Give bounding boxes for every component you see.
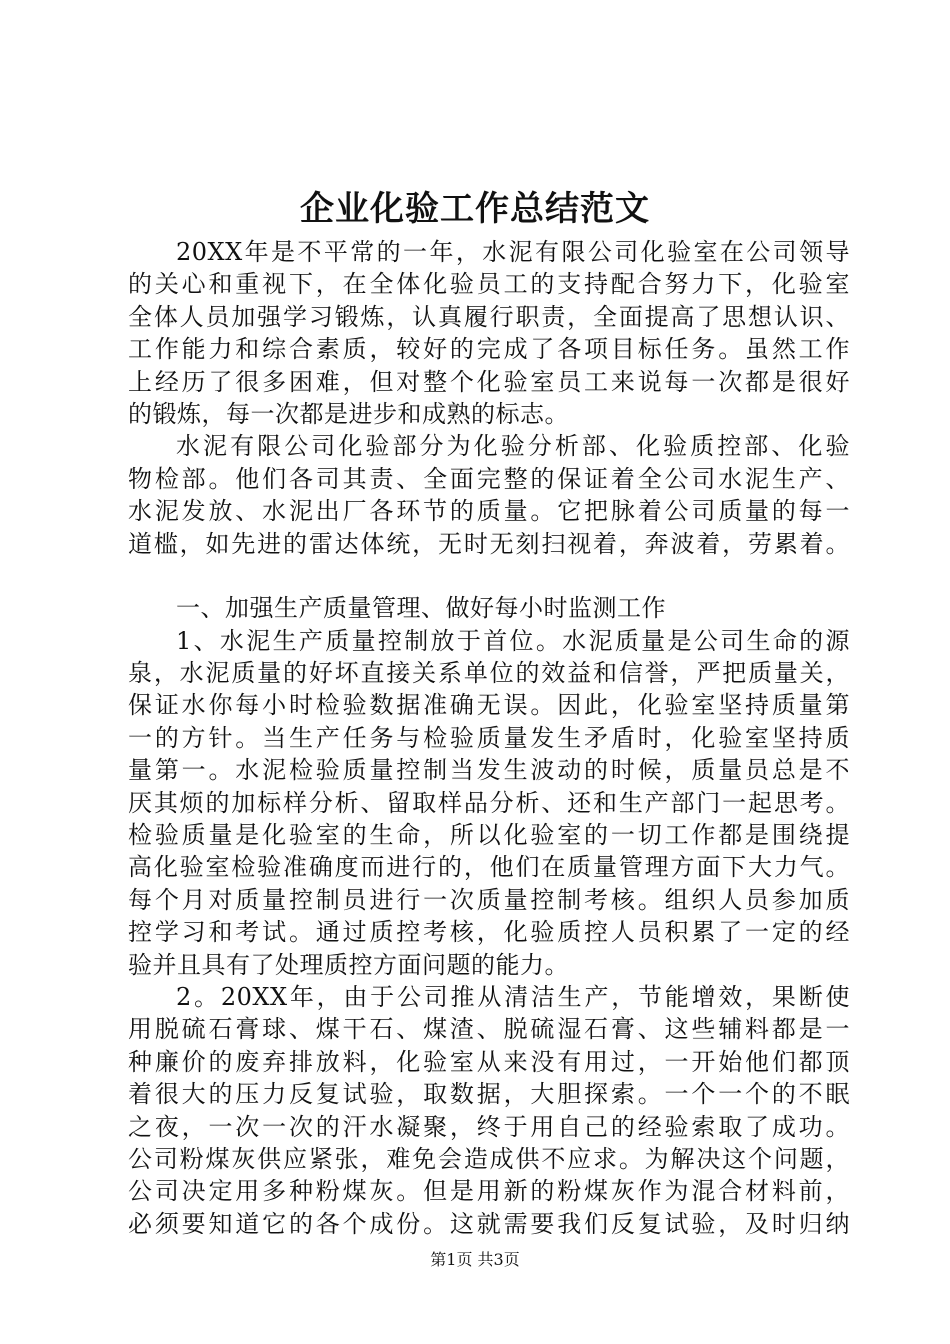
body-text-line: 的锻炼，每一次都是进步和成熟的标志。 (128, 399, 569, 428)
body-text-line: 控学习和考试。通过质控考核，化验质控人员积累了一定的经 (128, 918, 850, 947)
blank-line (128, 560, 850, 592)
body-text-line: 验并且具有了处理质控方面问题的能力。 (128, 950, 569, 979)
body-text-line: 公司粉煤灰供应紧张，难免会造成供不应求。为解决这个问题， (128, 1144, 850, 1173)
body-text-line: 公司决定用多种粉煤灰。但是用新的粉煤灰作为混合材料前， (128, 1177, 850, 1206)
body-text-line: 之夜，一次一次的汗水凝聚，终于用自己的经验索取了成功。 (128, 1112, 850, 1141)
body-text-line: 20XX年是不平常的一年，水泥有限公司化验室在公司领导 (176, 238, 850, 266)
page-footer: 第1页 共3页 (430, 1250, 520, 1269)
body-text-line: 工作能力和综合素质，较好的完成了各项目标任务。虽然工作 (128, 335, 850, 364)
body-text-line: 用脱硫石膏球、煤干石、煤渣、脱硫湿石膏、这些辅料都是一 (128, 1015, 850, 1044)
body-text-line: 必须要知道它的各个成份。这就需要我们反复试验，及时归纳 (128, 1209, 850, 1238)
body-text-line: 水泥有限公司化验部分为化验分析部、化验质控部、化验 (176, 432, 850, 461)
body-text-line: 的关心和重视下，在全体化验员工的支持配合努力下，化验室 (128, 270, 850, 299)
body-text-line: 保证水你每小时检验数据准确无误。因此，化验室坚持质量第 (128, 691, 850, 720)
body-text-line: 量第一。水泥检验质量控制当发生波动的时候，质量员总是不 (128, 756, 850, 785)
body-text-line: 一、加强生产质量管理、做好每小时监测工作 (176, 594, 666, 623)
body-text-line: 一的方针。当生产任务与检验质量发生矛盾时，化验室坚持质 (128, 723, 850, 752)
body-text-line: 全体人员加强学习锻炼，认真履行职责，全面提高了思想认识、 (128, 302, 850, 331)
body-text-line: 道槛，如先进的雷达体统，无时无刻扫视着，奔波着，劳累着。 (128, 529, 850, 558)
body-text-line: 泉，水泥质量的好坏直接关系单位的效益和信誉，严把质量关， (128, 659, 850, 688)
body-text-line: 高化验室检验准确度而进行的，他们在质量管理方面下大力气。 (128, 853, 850, 882)
body-text-line: 上经历了很多困难，但对整个化验室员工来说每一次都是很好 (128, 367, 850, 396)
body-text-line: 物检部。他们各司其责、全面完整的保证着全公司水泥生产、 (128, 464, 850, 493)
body-text-line: 着很大的压力反复试验，取数据，大胆探索。一个一个的不眠 (128, 1080, 850, 1109)
body-text-line: 水泥发放、水泥出厂各环节的质量。它把脉着公司质量的每一 (128, 497, 850, 526)
body-text-line: 2。20XX年，由于公司推从清洁生产，节能增效，果断使 (176, 982, 850, 1011)
body-text-line: 每个月对质量控制员进行一次质量控制考核。组织人员参加质 (128, 885, 850, 914)
body-text-line: 1、水泥生产质量控制放于首位。水泥质量是公司生命的源 (176, 626, 850, 655)
document-body (128, 236, 850, 1240)
document-title: 企业化验工作总结范文 (300, 189, 650, 229)
body-text-line: 厌其烦的加标样分析、留取样品分析、还和生产部门一起思考。 (128, 788, 850, 817)
body-text-line: 种廉价的废弃排放料，化验室从来没有用过，一开始他们都顶 (128, 1047, 850, 1076)
body-text-line: 检验质量是化验室的生命，所以化验室的一切工作都是围绕提 (128, 821, 850, 850)
